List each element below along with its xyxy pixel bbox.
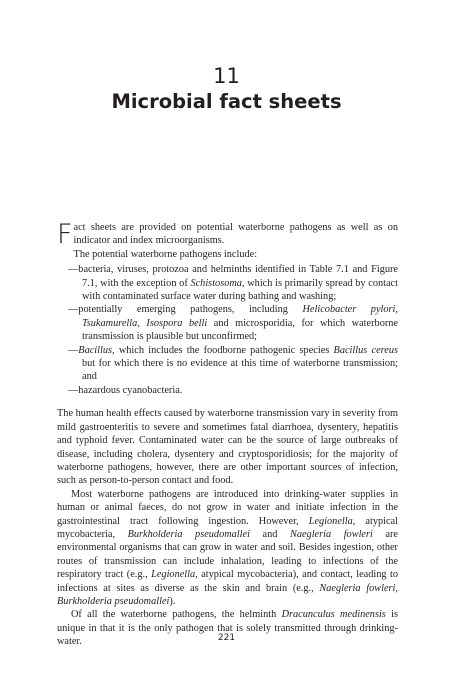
body-text: [57, 221, 398, 649]
drop-cap: F: [57, 219, 73, 250]
page-number: 221: [217, 633, 236, 643]
paragraph-transmission: Most waterborne pathogens are introduced into drinking-water supplies in human or animal faeces, do not grow in water and initiate infection in the gastrointestinal tract following ingestion. However, Legionella, atypical mycobacteria, Burkholderia pseudomallei and Naegleria fowleri are environmental organisms that can grow in water and soil. Besides ingestion, other routes of transmission can include inhalation, leading to infections of the respiratory tract (e.g., Legionella, atypical mycobacteria), and contact, leading to infections at sites as diverse as the skin and brain (e.g., Naegleria fowleri, Burkholderia pseudomallei).: [57, 488, 398, 607]
chapter-title: Microbial fact sheets: [111, 90, 342, 113]
list-item: —Bacillus, which includes the foodborne pathogenic species Bacillus cereus but for which there is no evidence at this time of waterborne transmission; and: [68, 344, 398, 383]
chapter-number: 11: [213, 64, 240, 88]
list-item: —hazardous cyanobacteria.: [68, 384, 183, 396]
list-lead: The potential waterborne pathogens include:: [73, 248, 258, 260]
paragraph-health-effects: The human health effects caused by waterborne transmission vary in severity from mild gastroenteritis to severe and sometimes fatal diarrhoea, dysentery, hepatitis and typhoid fever. Contaminated water can be the source of large outbreaks of disease, including cholera, dysentery and cryptosporidiosis; for the majority of waterborne pathogens, however, there are other important sources of infection, such as person-to-person contact and food.: [57, 408, 398, 487]
paragraph-dracunculus: Of all the waterborne pathogens, the helminth Dracunculus medinensis is unique in that it is the only pathogen that is solely transmitted through drinking-water.: [57, 609, 398, 648]
list-item: —potentially emerging pathogens, including Helicobacter pylori, Tsukamurella, Isospora belli and microsporidia, for which waterborne transmission is plausible but unconfirmed;: [68, 304, 398, 343]
intro-line-2: and index microorganisms.: [112, 235, 225, 247]
pathogen-list: [57, 263, 398, 397]
intro-line-1: act sheets are provided on potential waterborne pathogens as well as on indicator: [73, 222, 398, 247]
list-item: —bacteria, viruses, protozoa and helminths identified in Table 7.1 and Figure 7.1, with the exception of Schistosoma, which is primarily spread by contact with contaminated surface water during bathing and washing;: [68, 264, 398, 303]
intro-paragraph: [57, 221, 398, 248]
